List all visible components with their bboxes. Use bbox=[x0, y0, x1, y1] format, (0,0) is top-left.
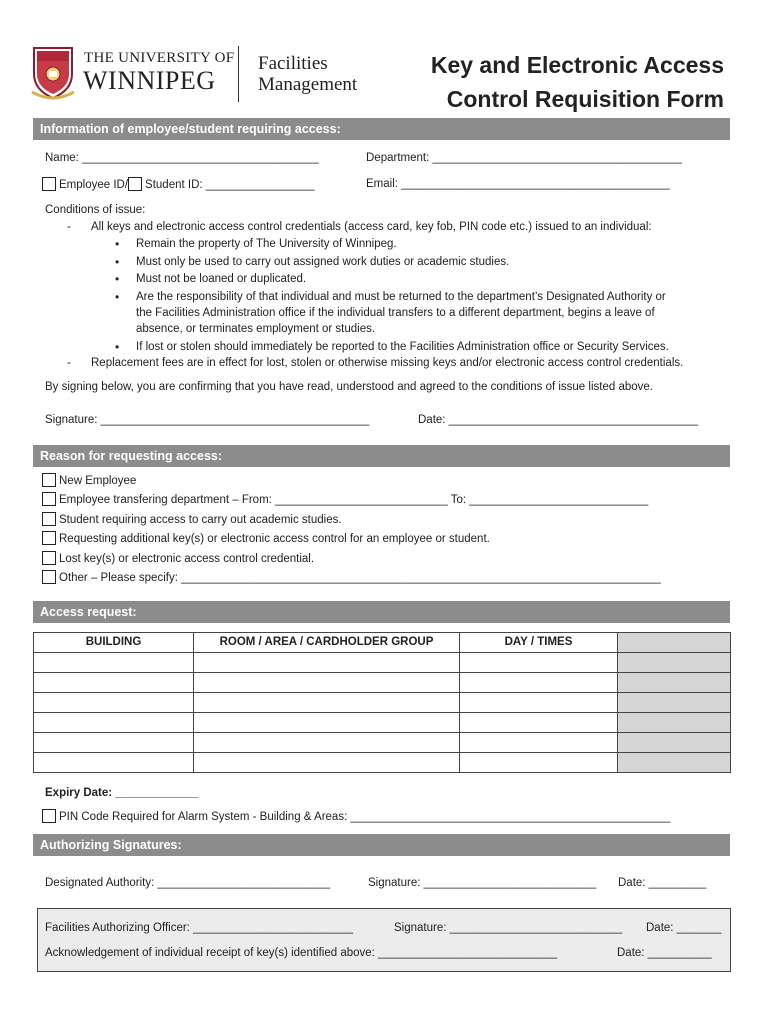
office-use-cell bbox=[618, 713, 731, 733]
room-cell[interactable] bbox=[194, 713, 460, 733]
department-name-line1: Facilities bbox=[258, 53, 328, 74]
officer-date-field[interactable]: Date: _______ bbox=[646, 922, 722, 934]
office-use-cell bbox=[618, 753, 731, 773]
column-header-office-use bbox=[618, 633, 731, 653]
facilities-office-box bbox=[37, 908, 731, 972]
pin-code-row[interactable] bbox=[42, 809, 670, 823]
designated-signature-field[interactable]: Signature: ___________________________ bbox=[368, 877, 597, 889]
reason-option-additional[interactable] bbox=[42, 531, 490, 545]
times-cell[interactable] bbox=[460, 673, 618, 693]
name-field[interactable]: Name: _____________________________________ bbox=[45, 152, 319, 164]
reason-option-lost[interactable] bbox=[42, 551, 314, 565]
access-request-table bbox=[33, 632, 731, 773]
pin-code-checkbox[interactable] bbox=[42, 809, 56, 823]
table-row bbox=[34, 733, 731, 753]
reason-option-student[interactable] bbox=[42, 512, 342, 526]
times-cell[interactable] bbox=[460, 693, 618, 713]
employee-date-field[interactable]: Date: _______________________________________ bbox=[418, 414, 699, 426]
column-header-times: DAY / TIMES bbox=[460, 633, 618, 653]
room-cell[interactable] bbox=[194, 753, 460, 773]
conditions-heading: Conditions of issue: bbox=[45, 204, 146, 216]
room-cell[interactable] bbox=[194, 693, 460, 713]
replacement-note: Replacement fees are in effect for lost, stolen or otherwise missing keys and/or electronic access control credentials. bbox=[91, 357, 684, 369]
times-cell[interactable] bbox=[460, 713, 618, 733]
reason-label: Student requiring access to carry out academic studies. bbox=[59, 514, 342, 526]
reason-checkbox[interactable] bbox=[42, 570, 56, 584]
condition-dash-1: - bbox=[67, 221, 71, 233]
office-use-cell bbox=[618, 653, 731, 673]
table-row bbox=[34, 653, 731, 673]
authorizing-officer-field[interactable]: Facilities Authorizing Officer: _________________________ bbox=[45, 922, 353, 934]
office-use-cell bbox=[618, 673, 731, 693]
section-heading-reason: Reason for requesting access: bbox=[33, 445, 730, 467]
building-cell[interactable] bbox=[34, 693, 194, 713]
reason-label: Requesting additional key(s) or electronic access control for an employee or student. bbox=[59, 533, 490, 545]
building-cell[interactable] bbox=[34, 673, 194, 693]
employee-id-label: Employee ID/ bbox=[59, 179, 129, 191]
condition-intro: All keys and electronic access control credentials (access card, key fob, PIN code etc.) issued to an individual: bbox=[91, 221, 652, 233]
room-cell[interactable] bbox=[194, 673, 460, 693]
reason-option-other[interactable] bbox=[42, 570, 661, 584]
room-cell[interactable] bbox=[194, 653, 460, 673]
header-divider bbox=[238, 46, 239, 102]
column-header-building: BUILDING bbox=[34, 633, 194, 653]
office-use-cell bbox=[618, 733, 731, 753]
pin-code-label: PIN Code Required for Alarm System - Building & Areas: __________________________________________________ bbox=[59, 811, 671, 823]
building-cell[interactable] bbox=[34, 713, 194, 733]
building-cell[interactable] bbox=[34, 733, 194, 753]
acknowledgement-field[interactable]: Acknowledgement of individual receipt of key(s) identified above: ____________________________ bbox=[45, 947, 558, 959]
reason-option-new-employee[interactable] bbox=[42, 473, 136, 487]
bullet-icon: • bbox=[115, 340, 120, 354]
condition-bullet-2: Must only be used to carry out assigned work duties or academic studies. bbox=[136, 256, 510, 268]
form-title-line2: Control Requisition Form bbox=[446, 86, 724, 112]
expiry-date-field[interactable]: Expiry Date: _____________ bbox=[45, 787, 199, 799]
times-cell[interactable] bbox=[460, 653, 618, 673]
bullet-icon: • bbox=[115, 255, 120, 269]
room-cell[interactable] bbox=[194, 733, 460, 753]
employee-signature-field[interactable]: Signature: __________________________________________ bbox=[45, 414, 370, 426]
reason-label: New Employee bbox=[59, 475, 137, 487]
bullet-icon: • bbox=[115, 237, 120, 251]
designated-authority-field[interactable]: Designated Authority: ___________________________ bbox=[45, 877, 331, 889]
reason-label: Other – Please specify: ___________________________________________________________________________ bbox=[59, 572, 661, 584]
times-cell[interactable] bbox=[460, 733, 618, 753]
officer-signature-field[interactable]: Signature: ___________________________ bbox=[394, 922, 623, 934]
bullet-icon: • bbox=[115, 290, 120, 304]
designated-date-field[interactable]: Date: _________ bbox=[618, 877, 707, 889]
table-row bbox=[34, 693, 731, 713]
department-name-line2: Management bbox=[258, 74, 358, 95]
form-title-line1: Key and Electronic Access bbox=[430, 52, 724, 78]
acknowledgement-date-field[interactable]: Date: __________ bbox=[617, 947, 712, 959]
table-header-row bbox=[34, 633, 731, 653]
reason-checkbox[interactable] bbox=[42, 492, 56, 506]
confirmation-text: By signing below, you are confirming that you have read, understood and agreed to the conditions of issue listed above. bbox=[45, 381, 653, 393]
reason-checkbox[interactable] bbox=[42, 512, 56, 526]
condition-bullet-3: Must not be loaned or duplicated. bbox=[136, 273, 307, 285]
page-header bbox=[0, 0, 770, 118]
condition-dash-2: - bbox=[67, 357, 71, 369]
times-cell[interactable] bbox=[460, 753, 618, 773]
reason-label: Lost key(s) or electronic access control credential. bbox=[59, 553, 315, 565]
reason-option-transfer[interactable] bbox=[42, 492, 648, 506]
reason-checkbox[interactable] bbox=[42, 551, 56, 565]
reason-checkbox[interactable] bbox=[42, 531, 56, 545]
bullet-icon: • bbox=[115, 272, 120, 286]
university-name-line1: THE UNIVERSITY OF bbox=[84, 50, 235, 66]
university-crest-logo bbox=[30, 44, 76, 102]
table-row bbox=[34, 753, 731, 773]
condition-bullet-4-cont: the Facilities Administration office if the individual transfers to a different department, begins a leave of bbox=[136, 307, 655, 319]
table-row bbox=[34, 673, 731, 693]
table-row bbox=[34, 713, 731, 733]
student-id-checkbox[interactable] bbox=[128, 177, 142, 191]
reason-label: Employee transfering department – From: ___________________________ To: ____________________________ bbox=[59, 494, 649, 506]
university-name-line2: WINNIPEG bbox=[83, 66, 216, 95]
condition-bullet-1: Remain the property of The University of Winnipeg. bbox=[136, 238, 397, 250]
condition-bullet-5: If lost or stolen should immediately be reported to the Facilities Administration office or Security Services. bbox=[136, 341, 669, 353]
building-cell[interactable] bbox=[34, 753, 194, 773]
building-cell[interactable] bbox=[34, 653, 194, 673]
section-heading-employee-info: Information of employee/student requiring access: bbox=[33, 118, 730, 140]
condition-bullet-4-cont2: absence, or terminates employment or studies. bbox=[136, 323, 376, 335]
section-heading-authorizing: Authorizing Signatures: bbox=[33, 834, 730, 856]
employee-id-checkbox[interactable] bbox=[42, 177, 56, 191]
department-field[interactable]: Department: _______________________________________ bbox=[366, 152, 682, 164]
section-heading-access-request: Access request: bbox=[33, 601, 730, 623]
column-header-room: ROOM / AREA / CARDHOLDER GROUP bbox=[194, 633, 460, 653]
id-type-row bbox=[42, 177, 315, 191]
email-field[interactable]: Email: __________________________________________ bbox=[366, 178, 670, 190]
reason-checkbox[interactable] bbox=[42, 473, 56, 487]
office-use-cell bbox=[618, 693, 731, 713]
student-id-field[interactable]: Student ID: _________________ bbox=[145, 179, 315, 191]
condition-bullet-4: Are the responsibility of that individual and must be returned to the department’s Designated Authority or bbox=[136, 291, 666, 303]
